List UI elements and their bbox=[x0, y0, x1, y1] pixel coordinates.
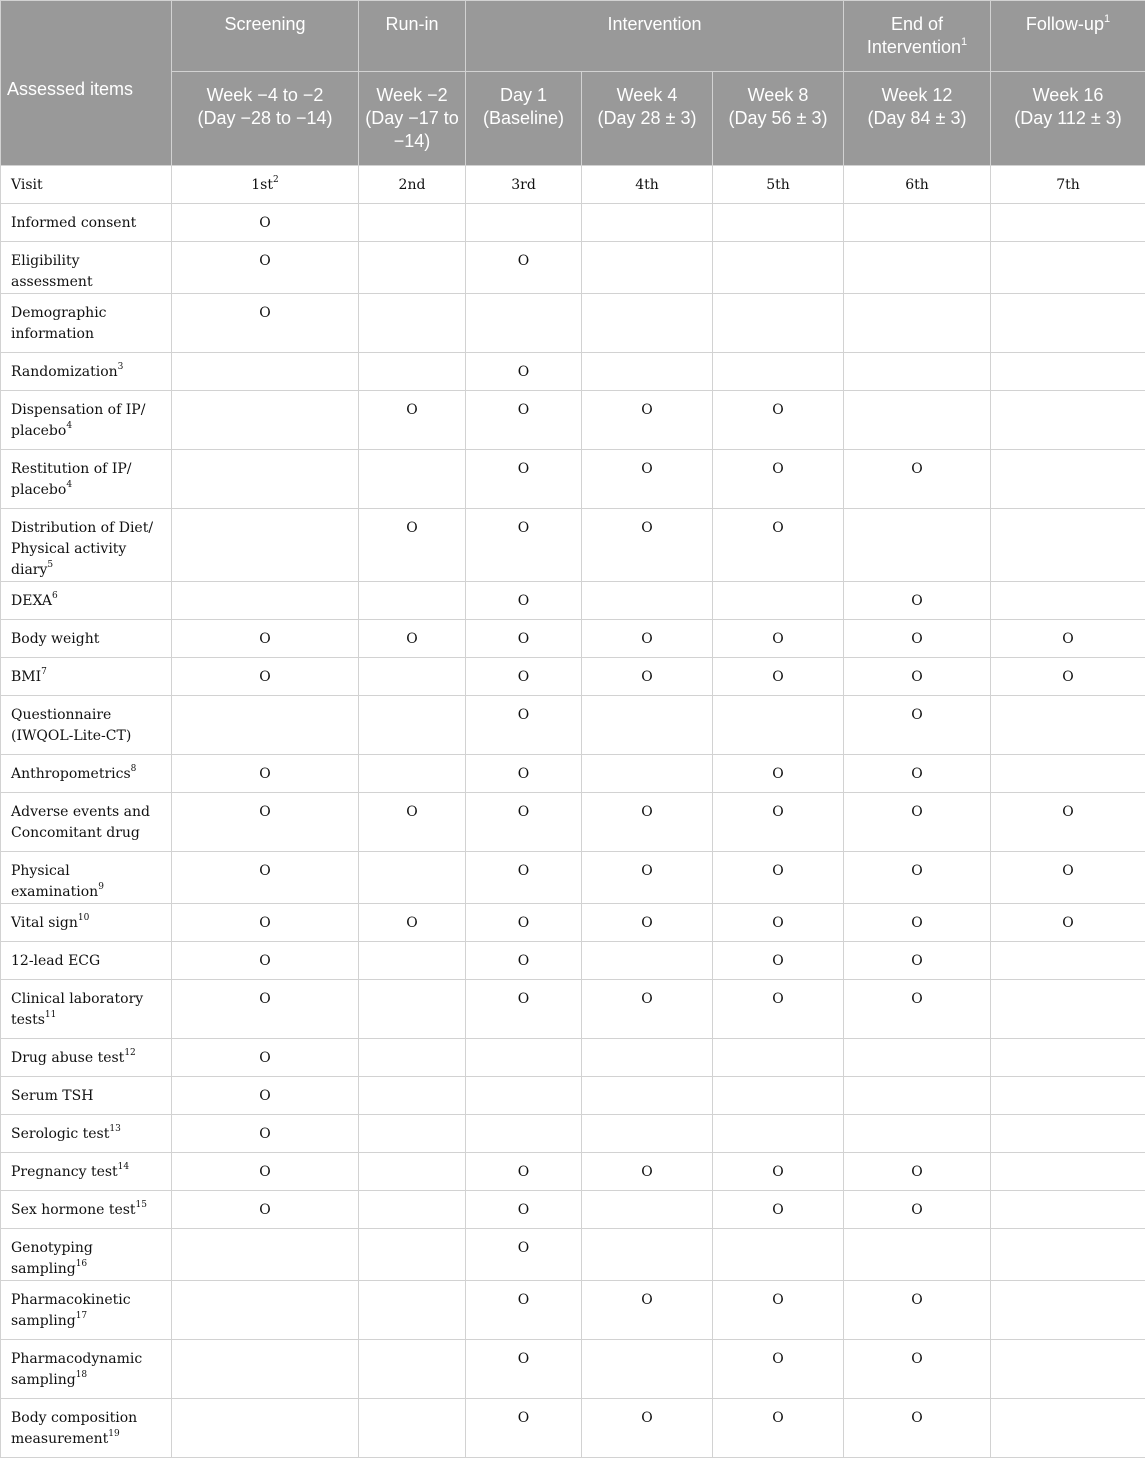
empty-cell bbox=[713, 294, 844, 353]
table-row bbox=[1, 793, 1145, 852]
assessment-mark: O bbox=[172, 904, 359, 942]
assessment-mark: O bbox=[582, 509, 713, 582]
row-label: Vital sign$^{10}$ bbox=[1, 904, 172, 942]
row-label: DEXA$^6$ bbox=[1, 582, 172, 620]
empty-cell bbox=[466, 1115, 582, 1153]
empty-cell bbox=[582, 1191, 713, 1229]
empty-cell bbox=[359, 242, 466, 294]
table-row bbox=[1, 1229, 1145, 1281]
header-column-row bbox=[1, 72, 1145, 166]
row-label: Anthropometrics$^8$ bbox=[1, 755, 172, 793]
empty-cell bbox=[582, 696, 713, 755]
empty-cell bbox=[172, 1229, 359, 1281]
empty-cell bbox=[359, 294, 466, 353]
empty-cell bbox=[991, 1340, 1145, 1399]
empty-cell bbox=[359, 1077, 466, 1115]
empty-cell bbox=[844, 294, 991, 353]
assessment-mark: O bbox=[844, 696, 991, 755]
row-label: Physical examination$^9$ bbox=[1, 852, 172, 904]
empty-cell bbox=[844, 1115, 991, 1153]
empty-cell bbox=[991, 204, 1145, 242]
empty-cell bbox=[582, 353, 713, 391]
assessment-mark: O bbox=[844, 755, 991, 793]
empty-cell bbox=[359, 1115, 466, 1153]
table-row bbox=[1, 942, 1145, 980]
empty-cell bbox=[713, 1039, 844, 1077]
assessment-mark: O bbox=[172, 793, 359, 852]
assessment-mark: O bbox=[466, 696, 582, 755]
visit-number: 6th bbox=[844, 166, 991, 204]
empty-cell bbox=[582, 204, 713, 242]
empty-cell bbox=[582, 1340, 713, 1399]
assessment-mark: O bbox=[844, 1281, 991, 1340]
table-row bbox=[1, 353, 1145, 391]
empty-cell bbox=[359, 852, 466, 904]
row-label: Serologic test$^{13}$ bbox=[1, 1115, 172, 1153]
assessment-mark: O bbox=[466, 582, 582, 620]
assessment-mark: O bbox=[844, 658, 991, 696]
table-row bbox=[1, 582, 1145, 620]
assessment-mark: O bbox=[359, 509, 466, 582]
assessment-mark: O bbox=[713, 391, 844, 450]
empty-cell bbox=[844, 242, 991, 294]
visit-number: $1st^2$ bbox=[172, 166, 359, 204]
assessment-mark: O bbox=[582, 658, 713, 696]
assessment-mark: O bbox=[713, 620, 844, 658]
assessment-mark: O bbox=[713, 1281, 844, 1340]
visit-number: 2nd bbox=[359, 166, 466, 204]
row-label: Sex hormone test$^{15}$ bbox=[1, 1191, 172, 1229]
assessment-mark: O bbox=[582, 904, 713, 942]
assessment-mark: O bbox=[466, 942, 582, 980]
assessment-mark: O bbox=[466, 509, 582, 582]
empty-cell bbox=[991, 1115, 1145, 1153]
empty-cell bbox=[172, 1281, 359, 1340]
empty-cell bbox=[172, 450, 359, 509]
empty-cell bbox=[991, 942, 1145, 980]
assessment-mark: O bbox=[466, 242, 582, 294]
assessment-mark: O bbox=[172, 294, 359, 353]
assessment-mark: O bbox=[713, 942, 844, 980]
empty-cell bbox=[991, 391, 1145, 450]
empty-cell bbox=[991, 980, 1145, 1039]
assessment-mark: O bbox=[582, 620, 713, 658]
assessment-mark: O bbox=[359, 904, 466, 942]
assessment-mark: O bbox=[466, 1229, 582, 1281]
assessment-mark: O bbox=[713, 852, 844, 904]
assessment-mark: O bbox=[844, 1153, 991, 1191]
assessment-mark: O bbox=[844, 904, 991, 942]
empty-cell bbox=[844, 1039, 991, 1077]
empty-cell bbox=[359, 755, 466, 793]
row-label: Eligibility assessment bbox=[1, 242, 172, 294]
empty-cell bbox=[172, 509, 359, 582]
assessment-mark: O bbox=[466, 1153, 582, 1191]
assessment-mark: O bbox=[713, 1191, 844, 1229]
empty-cell bbox=[172, 391, 359, 450]
assessment-mark: O bbox=[844, 942, 991, 980]
table-row bbox=[1, 450, 1145, 509]
assessment-mark: O bbox=[713, 1340, 844, 1399]
row-label: Pharmacokinetic sampling$^{17}$ bbox=[1, 1281, 172, 1340]
assessment-mark: O bbox=[713, 658, 844, 696]
row-label: Randomization$^3$ bbox=[1, 353, 172, 391]
empty-cell bbox=[713, 242, 844, 294]
assessment-mark: O bbox=[844, 1399, 991, 1458]
assessment-mark: O bbox=[582, 1153, 713, 1191]
visit-number: 3rd bbox=[466, 166, 582, 204]
assessment-mark: O bbox=[844, 1340, 991, 1399]
assessment-mark: O bbox=[359, 620, 466, 658]
assessment-mark: O bbox=[466, 658, 582, 696]
row-label: Dispensation of IP/ placebo$^4$ bbox=[1, 391, 172, 450]
empty-cell bbox=[359, 1340, 466, 1399]
row-label: Restitution of IP/ placebo$^4$ bbox=[1, 450, 172, 509]
empty-cell bbox=[359, 980, 466, 1039]
assessment-mark: O bbox=[991, 904, 1145, 942]
column-header: Week 8 (Day 56 ± 3) bbox=[713, 72, 844, 166]
table-row bbox=[1, 1039, 1145, 1077]
empty-cell bbox=[713, 582, 844, 620]
assessment-mark: O bbox=[359, 391, 466, 450]
assessment-mark: O bbox=[466, 391, 582, 450]
column-header: Week 16 (Day 112 ± 3) bbox=[991, 72, 1145, 166]
row-label: 12-lead ECG bbox=[1, 942, 172, 980]
assessment-mark: O bbox=[713, 509, 844, 582]
empty-cell bbox=[991, 696, 1145, 755]
empty-cell bbox=[466, 1039, 582, 1077]
assessment-mark: O bbox=[713, 1399, 844, 1458]
assessment-mark: O bbox=[582, 980, 713, 1039]
empty-cell bbox=[582, 294, 713, 353]
assessment-mark: O bbox=[582, 1399, 713, 1458]
empty-cell bbox=[466, 294, 582, 353]
empty-cell bbox=[582, 1039, 713, 1077]
table-row bbox=[1, 1153, 1145, 1191]
empty-cell bbox=[582, 1115, 713, 1153]
row-label: Visit bbox=[1, 166, 172, 204]
row-label: Adverse events and Concomitant drug bbox=[1, 793, 172, 852]
assessment-mark: O bbox=[359, 793, 466, 852]
empty-cell bbox=[991, 755, 1145, 793]
assessment-mark: O bbox=[172, 1077, 359, 1115]
empty-cell bbox=[359, 658, 466, 696]
table-row bbox=[1, 1077, 1145, 1115]
empty-cell bbox=[582, 242, 713, 294]
column-header: Week −4 to −2 (Day −28 to −14) bbox=[172, 72, 359, 166]
empty-cell bbox=[991, 1399, 1145, 1458]
assessment-mark: O bbox=[844, 620, 991, 658]
empty-cell bbox=[991, 353, 1145, 391]
assessment-mark: O bbox=[172, 620, 359, 658]
group-header-screening: Screening bbox=[172, 1, 359, 72]
empty-cell bbox=[582, 755, 713, 793]
empty-cell bbox=[359, 450, 466, 509]
empty-cell bbox=[991, 1281, 1145, 1340]
empty-cell bbox=[359, 696, 466, 755]
assessment-mark: O bbox=[844, 793, 991, 852]
assessment-mark: O bbox=[991, 620, 1145, 658]
assessment-mark: O bbox=[844, 450, 991, 509]
row-label: Genotyping sampling$^{16}$ bbox=[1, 1229, 172, 1281]
visit-row bbox=[1, 166, 1145, 204]
assessment-mark: O bbox=[466, 1399, 582, 1458]
empty-cell bbox=[991, 509, 1145, 582]
table-row bbox=[1, 852, 1145, 904]
empty-cell bbox=[991, 582, 1145, 620]
row-label: Body weight bbox=[1, 620, 172, 658]
empty-cell bbox=[172, 582, 359, 620]
empty-cell bbox=[713, 1229, 844, 1281]
table-row bbox=[1, 755, 1145, 793]
empty-cell bbox=[713, 353, 844, 391]
table-row bbox=[1, 696, 1145, 755]
empty-cell bbox=[713, 696, 844, 755]
row-label: BMI$^7$ bbox=[1, 658, 172, 696]
empty-cell bbox=[466, 1077, 582, 1115]
table-body bbox=[1, 166, 1145, 1458]
empty-cell bbox=[844, 509, 991, 582]
assessment-mark: O bbox=[172, 242, 359, 294]
table-row bbox=[1, 1340, 1145, 1399]
group-header-end-of-intervention: End of Intervention$^1$ bbox=[844, 1, 991, 72]
assessment-mark: O bbox=[172, 1153, 359, 1191]
assessment-mark: O bbox=[582, 1281, 713, 1340]
header-group-row bbox=[1, 1, 1145, 72]
empty-cell bbox=[991, 1229, 1145, 1281]
empty-cell bbox=[359, 353, 466, 391]
empty-cell bbox=[991, 1191, 1145, 1229]
assessment-mark: O bbox=[991, 852, 1145, 904]
group-header-follow-up: Follow-$up^1$ bbox=[991, 1, 1145, 72]
assessed-items-header: Assessed items bbox=[1, 1, 172, 166]
empty-cell bbox=[466, 204, 582, 242]
row-label: Demographic information bbox=[1, 294, 172, 353]
empty-cell bbox=[844, 204, 991, 242]
assessment-mark: O bbox=[466, 755, 582, 793]
assessment-mark: O bbox=[844, 980, 991, 1039]
empty-cell bbox=[713, 1077, 844, 1115]
assessment-mark: O bbox=[172, 1039, 359, 1077]
assessment-mark: O bbox=[713, 450, 844, 509]
assessment-mark: O bbox=[582, 852, 713, 904]
empty-cell bbox=[713, 204, 844, 242]
table-row bbox=[1, 904, 1145, 942]
empty-cell bbox=[172, 696, 359, 755]
row-label: Pregnancy test$^{14}$ bbox=[1, 1153, 172, 1191]
empty-cell bbox=[359, 1191, 466, 1229]
assessment-mark: O bbox=[466, 793, 582, 852]
visit-number: 5th bbox=[713, 166, 844, 204]
empty-cell bbox=[991, 450, 1145, 509]
table-row bbox=[1, 242, 1145, 294]
empty-cell bbox=[991, 242, 1145, 294]
assessment-mark: O bbox=[172, 980, 359, 1039]
empty-cell bbox=[359, 1281, 466, 1340]
column-header: Week −2 (Day −17 to −14) bbox=[359, 72, 466, 166]
row-label: Drug abuse test$^{12}$ bbox=[1, 1039, 172, 1077]
assessment-mark: O bbox=[466, 353, 582, 391]
empty-cell bbox=[172, 353, 359, 391]
empty-cell bbox=[359, 1399, 466, 1458]
empty-cell bbox=[844, 1077, 991, 1115]
assessment-mark: O bbox=[172, 942, 359, 980]
assessment-mark: O bbox=[713, 1153, 844, 1191]
assessment-mark: O bbox=[844, 1191, 991, 1229]
assessment-mark: O bbox=[582, 391, 713, 450]
assessment-mark: O bbox=[466, 904, 582, 942]
row-label: Questionnaire (IWQOL-Lite-CT) bbox=[1, 696, 172, 755]
group-header-run-in: Run-in bbox=[359, 1, 466, 72]
empty-cell bbox=[991, 294, 1145, 353]
empty-cell bbox=[582, 1077, 713, 1115]
empty-cell bbox=[991, 1077, 1145, 1115]
empty-cell bbox=[359, 942, 466, 980]
assessment-mark: O bbox=[466, 1281, 582, 1340]
table-row bbox=[1, 294, 1145, 353]
visit-number: 7th bbox=[991, 166, 1145, 204]
assessment-mark: O bbox=[713, 904, 844, 942]
assessment-mark: O bbox=[466, 1191, 582, 1229]
assessment-mark: O bbox=[172, 1115, 359, 1153]
assessment-mark: O bbox=[991, 658, 1145, 696]
assessment-mark: O bbox=[172, 1191, 359, 1229]
group-header-intervention: Intervention bbox=[466, 1, 844, 72]
empty-cell bbox=[844, 391, 991, 450]
row-label: Body composition measurement$^{19}$ bbox=[1, 1399, 172, 1458]
assessment-mark: O bbox=[713, 755, 844, 793]
assessment-mark: O bbox=[713, 980, 844, 1039]
row-label: Clinical laboratory tests$^{11}$ bbox=[1, 980, 172, 1039]
table-row bbox=[1, 1281, 1145, 1340]
assessment-mark: O bbox=[172, 204, 359, 242]
table-row bbox=[1, 658, 1145, 696]
column-header: Week 12 (Day 84 ± 3) bbox=[844, 72, 991, 166]
table-row bbox=[1, 1191, 1145, 1229]
empty-cell bbox=[359, 582, 466, 620]
empty-cell bbox=[582, 582, 713, 620]
empty-cell bbox=[991, 1153, 1145, 1191]
column-header: Week 4 (Day 28 ± 3) bbox=[582, 72, 713, 166]
assessment-mark: O bbox=[466, 620, 582, 658]
table-row bbox=[1, 620, 1145, 658]
assessment-mark: O bbox=[466, 1340, 582, 1399]
row-label: Pharmacodynamic sampling$^{18}$ bbox=[1, 1340, 172, 1399]
column-header: Day 1 (Baseline) bbox=[466, 72, 582, 166]
table-row bbox=[1, 509, 1145, 582]
visit-number: 4th bbox=[582, 166, 713, 204]
empty-cell bbox=[359, 1153, 466, 1191]
assessment-mark: O bbox=[844, 852, 991, 904]
empty-cell bbox=[172, 1399, 359, 1458]
empty-cell bbox=[713, 1115, 844, 1153]
assessment-mark: O bbox=[466, 852, 582, 904]
table-row bbox=[1, 980, 1145, 1039]
table-row bbox=[1, 1399, 1145, 1458]
assessment-mark: O bbox=[582, 450, 713, 509]
empty-cell bbox=[844, 1229, 991, 1281]
empty-cell bbox=[359, 204, 466, 242]
empty-cell bbox=[359, 1229, 466, 1281]
empty-cell bbox=[359, 1039, 466, 1077]
assessment-mark: O bbox=[172, 852, 359, 904]
assessment-mark: O bbox=[172, 755, 359, 793]
empty-cell bbox=[582, 1229, 713, 1281]
assessment-mark: O bbox=[991, 793, 1145, 852]
row-label: Distribution of Diet/ Physical activity diary$^5$ bbox=[1, 509, 172, 582]
assessment-mark: O bbox=[466, 450, 582, 509]
empty-cell bbox=[582, 942, 713, 980]
row-label: Informed consent bbox=[1, 204, 172, 242]
empty-cell bbox=[991, 1039, 1145, 1077]
assessment-mark: O bbox=[172, 658, 359, 696]
assessment-mark: O bbox=[844, 582, 991, 620]
row-label: Serum TSH bbox=[1, 1077, 172, 1115]
assessment-mark: O bbox=[582, 793, 713, 852]
table-row bbox=[1, 391, 1145, 450]
empty-cell bbox=[172, 1340, 359, 1399]
table-row bbox=[1, 1115, 1145, 1153]
empty-cell bbox=[844, 353, 991, 391]
table-row bbox=[1, 204, 1145, 242]
assessment-mark: O bbox=[466, 980, 582, 1039]
assessment-mark: O bbox=[713, 793, 844, 852]
